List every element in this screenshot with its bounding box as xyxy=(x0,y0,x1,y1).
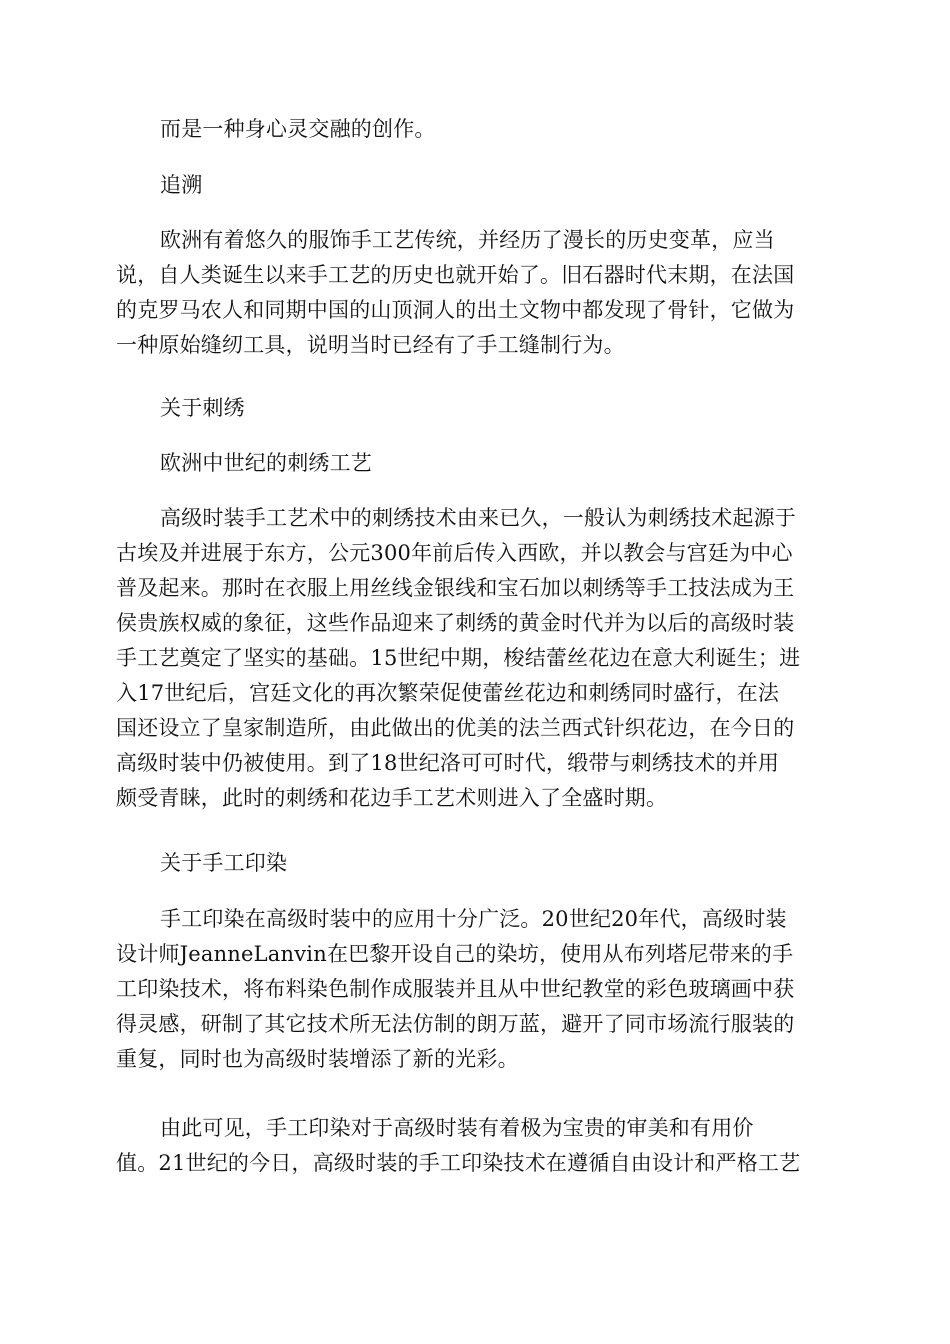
text-line: 设计师JeanneLanvin在巴黎开设自己的染坊，使用从布列塔尼带来的手 xyxy=(116,942,794,966)
text-line: 一种原始缝纫工具，说明当时已经有了手工缝制行为。 xyxy=(116,333,625,357)
section-heading: 关于手工印染 xyxy=(160,851,288,875)
section-heading: 欧洲中世纪的刺绣工艺 xyxy=(160,451,372,475)
text-line: 重复，同时也为高级时装增添了新的光彩。 xyxy=(116,1047,519,1071)
text-line: 说，自人类诞生以来手工艺的历史也就开始了。旧石器时代末期，在法国 xyxy=(116,263,795,287)
text-line: 由此可见，手工印染对于高级时装有着极为宝贵的审美和有用价 xyxy=(160,1116,754,1140)
text-line: 而是一种身心灵交融的创作。 xyxy=(160,117,436,141)
text-line: 侯贵族权威的象征，这些作品迎来了刺绣的黄金时代并为以后的高级时装 xyxy=(116,611,795,635)
text-line: 颇受青睐，此时的刺绣和花边手工艺术则进入了全盛时期。 xyxy=(116,786,668,810)
text-line: 工印染技术，将布料染色制作成服装并且从中世纪教堂的彩色玻璃画中获 xyxy=(116,977,795,1001)
text-line: 值。21世纪的今日，高级时装的手工印染技术在遵循自由设计和严格工艺 xyxy=(116,1151,801,1175)
section-heading: 关于刺绣 xyxy=(160,396,245,420)
section-heading: 追溯 xyxy=(160,173,203,197)
text-line: 普及起来。那时在衣服上用丝线金银线和宝石加以刺绣等手工技法成为王 xyxy=(116,576,795,600)
text-line: 古埃及并进展于东方，公元300年前后传入西欧，并以教会与宫廷为中心 xyxy=(116,541,793,565)
text-line: 得灵感，研制了其它技术所无法仿制的朗万蓝，避开了同市场流行服装的 xyxy=(116,1012,795,1036)
text-line: 国还设立了皇家制造所，由此做出的优美的法兰西式针织花边，在今日的 xyxy=(116,716,795,740)
text-line: 的克罗马农人和同期中国的山顶洞人的出土文物中都发现了骨针，它做为 xyxy=(116,298,795,322)
text-line: 高级时装中仍被使用。到了18世纪洛可可时代，缎带与刺绣技术的并用 xyxy=(116,751,780,775)
text-line: 手工艺奠定了坚实的基础。15世纪中期，梭结蕾丝花边在意大利诞生；进 xyxy=(116,646,801,670)
text-line: 高级时装手工艺术中的刺绣技术由来已久，一般认为刺绣技术起源于 xyxy=(160,506,796,530)
text-line: 欧洲有着悠久的服饰手工艺传统，并经历了漫长的历史变革，应当 xyxy=(160,228,775,252)
text-line: 手工印染在高级时装中的应用十分广泛。20世纪20年代，高级时装 xyxy=(160,907,787,931)
text-line: 入17世纪后，宫廷文化的再次繁荣促使蕾丝花边和刺绣同时盛行，在法 xyxy=(116,681,780,705)
